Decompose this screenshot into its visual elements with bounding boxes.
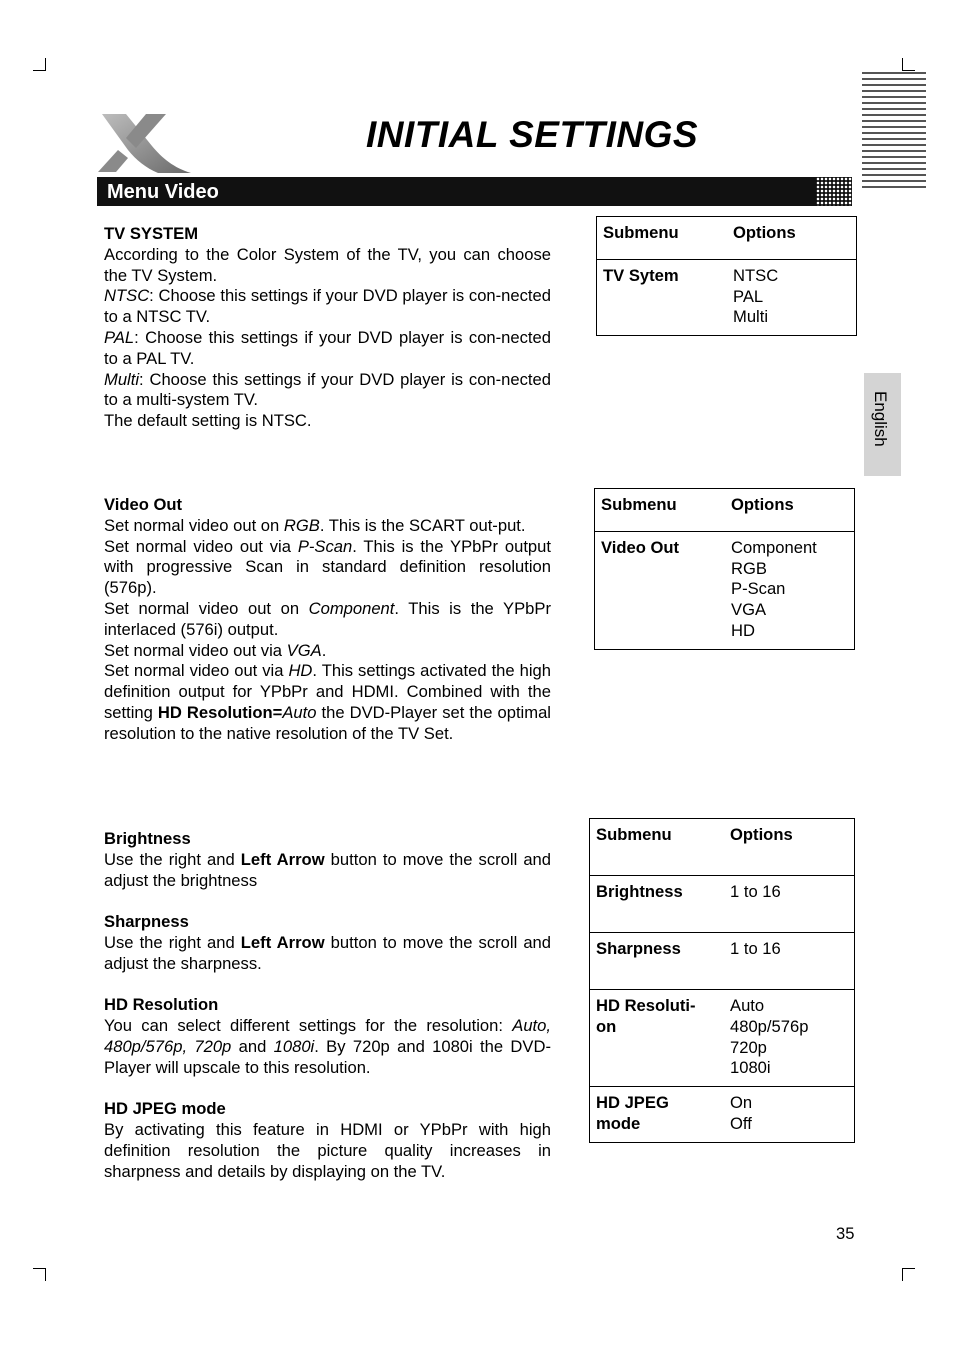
- brightness-heading: Brightness: [104, 829, 191, 848]
- brand-x-logo-icon: [96, 112, 192, 174]
- crop-mark-bl: [33, 1268, 46, 1281]
- tv-system-heading: TV SYSTEM: [104, 224, 199, 243]
- table-row: Sharpness 1 to 16: [590, 933, 855, 990]
- section-header-bar: [97, 177, 852, 206]
- sharpness-text: Use the right and Left Arrow button to move the scroll and adjust the sharpness.: [104, 932, 551, 973]
- video-out-text: [104, 495, 551, 745]
- page-title: INITIAL SETTINGS: [366, 114, 699, 155]
- page-number: 35: [836, 1224, 855, 1243]
- crop-mark-tl: [33, 58, 46, 71]
- table-header-submenu: Submenu: [595, 489, 726, 532]
- tv-system-ntsc: NTSC: Choose this settings if your DVD player is con-nected to a NTSC TV.: [104, 286, 551, 327]
- tv-system-pal: PAL: Choose this settings if your DVD player is con-nected to a PAL TV.: [104, 327, 551, 368]
- hd-jpeg-heading: HD JPEG mode: [104, 1099, 226, 1119]
- table-header-submenu: Submenu: [597, 217, 728, 260]
- picture-settings-text: [104, 829, 551, 1183]
- section-title: Menu Video: [107, 181, 219, 203]
- video-out-hd: Set normal video out via HD. This settings activated the high definition output for YPbPr and HDMI. Combined with the setting HD Resolution=Auto the DVD-Player set the optimal resolution to the native resolution of the TV Set.: [104, 661, 551, 743]
- table-row: HD JPEG mode On Off: [590, 1087, 855, 1143]
- brightness-text: Use the right and Left Arrow button to move the scroll and adjust the brightness: [104, 849, 551, 890]
- hd-jpeg-text: By activating this feature in HDMI or YPbPr with high definition resolution the picture quality increases in sharpness and details by displaying on the TV.: [104, 1120, 551, 1181]
- tv-system-submenu: TV Sytem: [597, 259, 728, 335]
- picture-settings-table: [589, 818, 855, 1143]
- sharpness-heading: Sharpness: [104, 912, 189, 932]
- tv-system-default: The default setting is NTSC.: [104, 411, 312, 431]
- tv-system-intro: According to the Color System of the TV, you can choose the TV System.: [104, 244, 551, 285]
- video-out-component: Set normal video out on Component. This is the YPbPr interlaced (576i) output.: [104, 598, 552, 639]
- tv-system-options: NTSC PAL Multi: [727, 259, 857, 335]
- table-header-options: Options: [725, 489, 855, 532]
- video-out-heading: Video Out: [104, 495, 183, 514]
- language-tab-label: English: [871, 391, 890, 447]
- language-tab: [864, 373, 901, 476]
- crop-mark-br: [902, 1268, 915, 1281]
- table-row: HD Resoluti- on Auto 480p/576p 720p 1080i: [590, 990, 855, 1087]
- tv-system-table: [596, 216, 857, 336]
- table-header-submenu: Submenu: [590, 819, 725, 876]
- tv-system-multi: Multi: Choose this settings if your DVD player is con-nected to a multi-system TV.: [104, 369, 551, 410]
- dot-pattern: [816, 177, 852, 206]
- hd-resolution-heading: HD Resolution: [104, 995, 219, 1015]
- table-header-options: Options: [724, 819, 855, 876]
- video-out-table: [594, 488, 855, 650]
- decorative-stripes: [862, 72, 926, 192]
- video-out-pscan: Set normal video out via P-Scan. This is the YPbPr output with progressive Scan in standard definition resolution (576p).: [104, 536, 551, 598]
- table-row: Brightness 1 to 16: [590, 876, 855, 933]
- video-out-submenu: Video Out: [595, 531, 726, 649]
- video-out-options: Component RGB P-Scan VGA HD: [725, 531, 855, 649]
- hd-resolution-text: You can select different settings for the resolution: Auto, 480p/576p, 720p and 1080i. By 720p and 1080i the DVD-Player will upscale to this resolution.: [104, 1016, 551, 1077]
- table-header-options: Options: [727, 217, 857, 260]
- video-out-vga: Set normal video out via VGA.: [104, 640, 327, 660]
- video-out-rgb: Set normal video out on RGB. This is the SCART out-put.: [104, 515, 526, 535]
- crop-mark-tr: [902, 58, 915, 71]
- tv-system-text: [104, 224, 551, 432]
